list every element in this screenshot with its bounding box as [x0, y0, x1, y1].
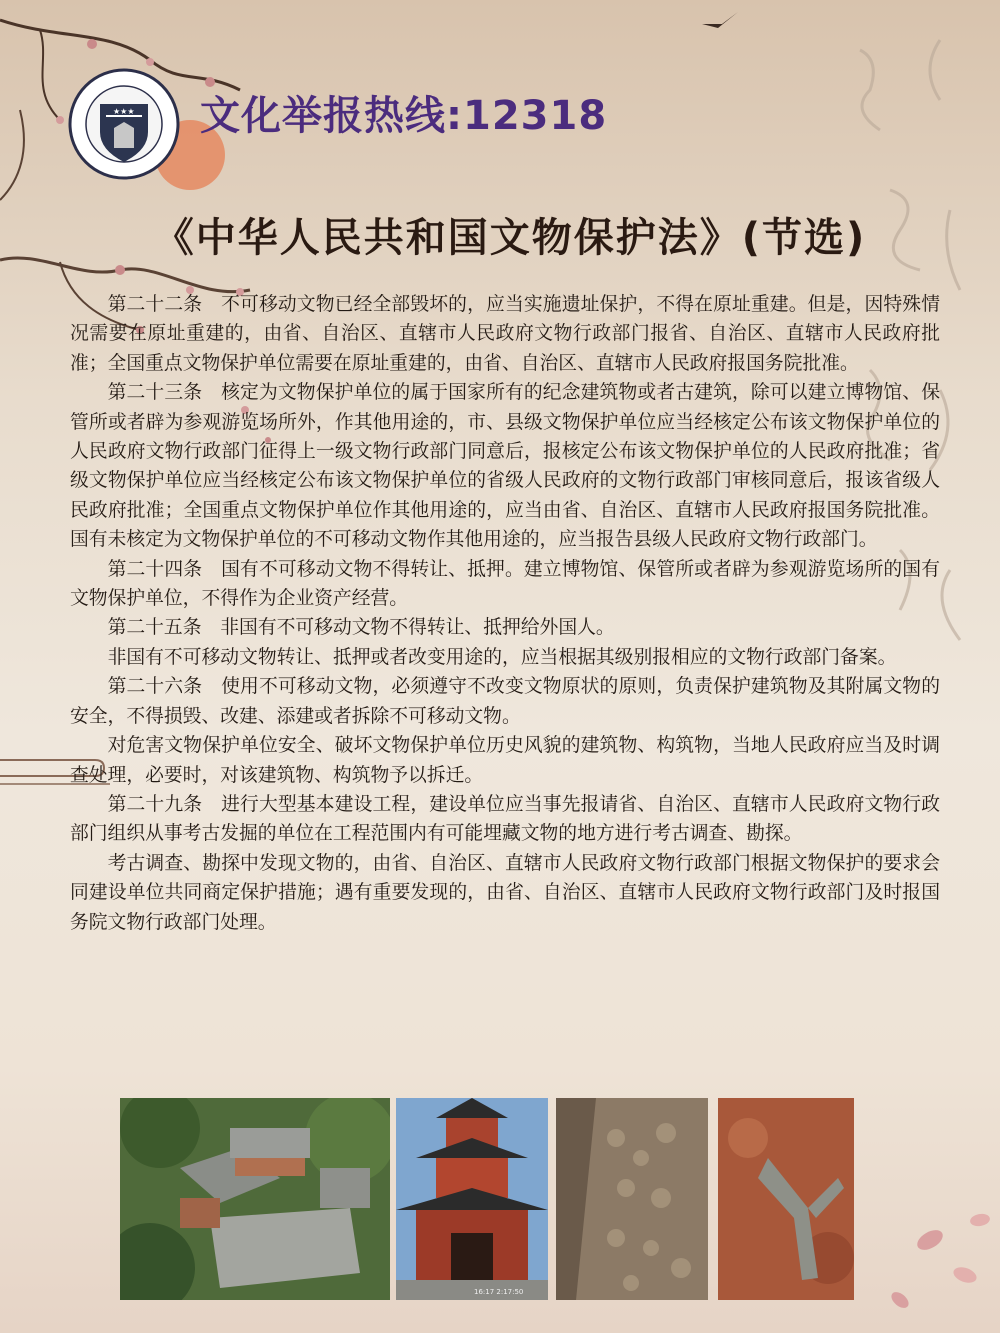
article-25-paragraph-2: 非国有不可移动文物转让、抵押或者改变用途的，应当根据其级别报相应的文物行政部门备案。 [107, 646, 897, 668]
bird-icon [700, 10, 740, 36]
article-29-paragraph-2: 考古调查、勘探中发现文物的，由省、自治区、直辖市人民政府文物行政部门根据文物保护的要求会同建设单位共同商定保护措施；遇有重要发现的，由省、自治区、直辖市人民政府文物行政部门及时报国务院文物行政部门处理。 [70, 852, 940, 933]
page-title: 《中华人民共和国文物保护法》(节选) [153, 215, 867, 261]
article-24: 第二十四条 国有不可移动文物不得转让、抵押。建立博物馆、保管所或者辟为参观游览场所的国有文物保护单位，不得作为企业资产经营。 [70, 558, 940, 610]
article-26: 第二十六条 使用不可移动文物，必须遵守不改变文物原状的原则，负责保护建筑物及其附属文物的安全，不得损毁、改建、添建或者拆除不可移动文物。 [70, 676, 940, 727]
report-hotline: 文化举报热线:12318 [200, 93, 608, 139]
photo-aerial-courtyard [120, 1098, 390, 1300]
photo-excavated-artifact [718, 1098, 854, 1300]
photo-pagoda-tower [396, 1098, 548, 1300]
photo-timestamp: 16:17 2:17:50 [474, 1288, 524, 1296]
article-26-paragraph-2: 对危害文物保护单位安全、破坏文物保护单位历史风貌的建筑物、构筑物，当地人民政府应当及时调查处理，必要时，对该建筑物、构筑物予以拆迁。 [70, 735, 940, 786]
cultural-market-enforcement-logo [68, 68, 180, 180]
article-29: 第二十九条 进行大型基本建设工程，建设单位应当事先报请省、自治区、直辖市人民政府文物行政部门组织从事考古发掘的单位在工程范围内有可能埋藏文物的地方进行考古调查、勘探。 [70, 793, 940, 845]
photo-stone-relief [556, 1098, 708, 1300]
law-excerpt-text [70, 290, 940, 937]
article-22: 第二十二条 不可移动文物已经全部毁坏的，应当实施遗址保护，不得在原址重建。但是，因特殊情况需要在原址重建的，由省、自治区、直辖市人民政府文物行政部门报省、自治区、直辖市人民政府批准；全国重点文物保护单位需要在原址重建的，由省、自治区、直辖市人民政府报国务院批准。 [70, 294, 940, 374]
article-23: 第二十三条 核定为文物保护单位的属于国家所有的纪念建筑物或者古建筑，除可以建立博物馆、保管所或者辟为参观游览场所外，作其他用途的，市、县级文物保护单位应当经核定公布该文物保护单位的人民政府文物行政部门征得上一级文物行政部门同意后，报核定公布该文物保护单位的人民政府批准；省级文物保护单位应当经核定公布该文物保护单位的省级人民政府的文物行政部门审核同意后，报该省级人民政府批准；全国重点文物保护单位作其他用途的，应当由省、自治区、直辖市人民政府报国务院批准。国有未核定为文物保护单位的不可移动文物作其他用途的，应当报告县级人民政府文物行政部门。 [70, 382, 940, 551]
svg-text:★★★: ★★★ [113, 107, 135, 116]
article-25: 第二十五条 非国有不可移动文物不得转让、抵押给外国人。 [107, 617, 615, 639]
